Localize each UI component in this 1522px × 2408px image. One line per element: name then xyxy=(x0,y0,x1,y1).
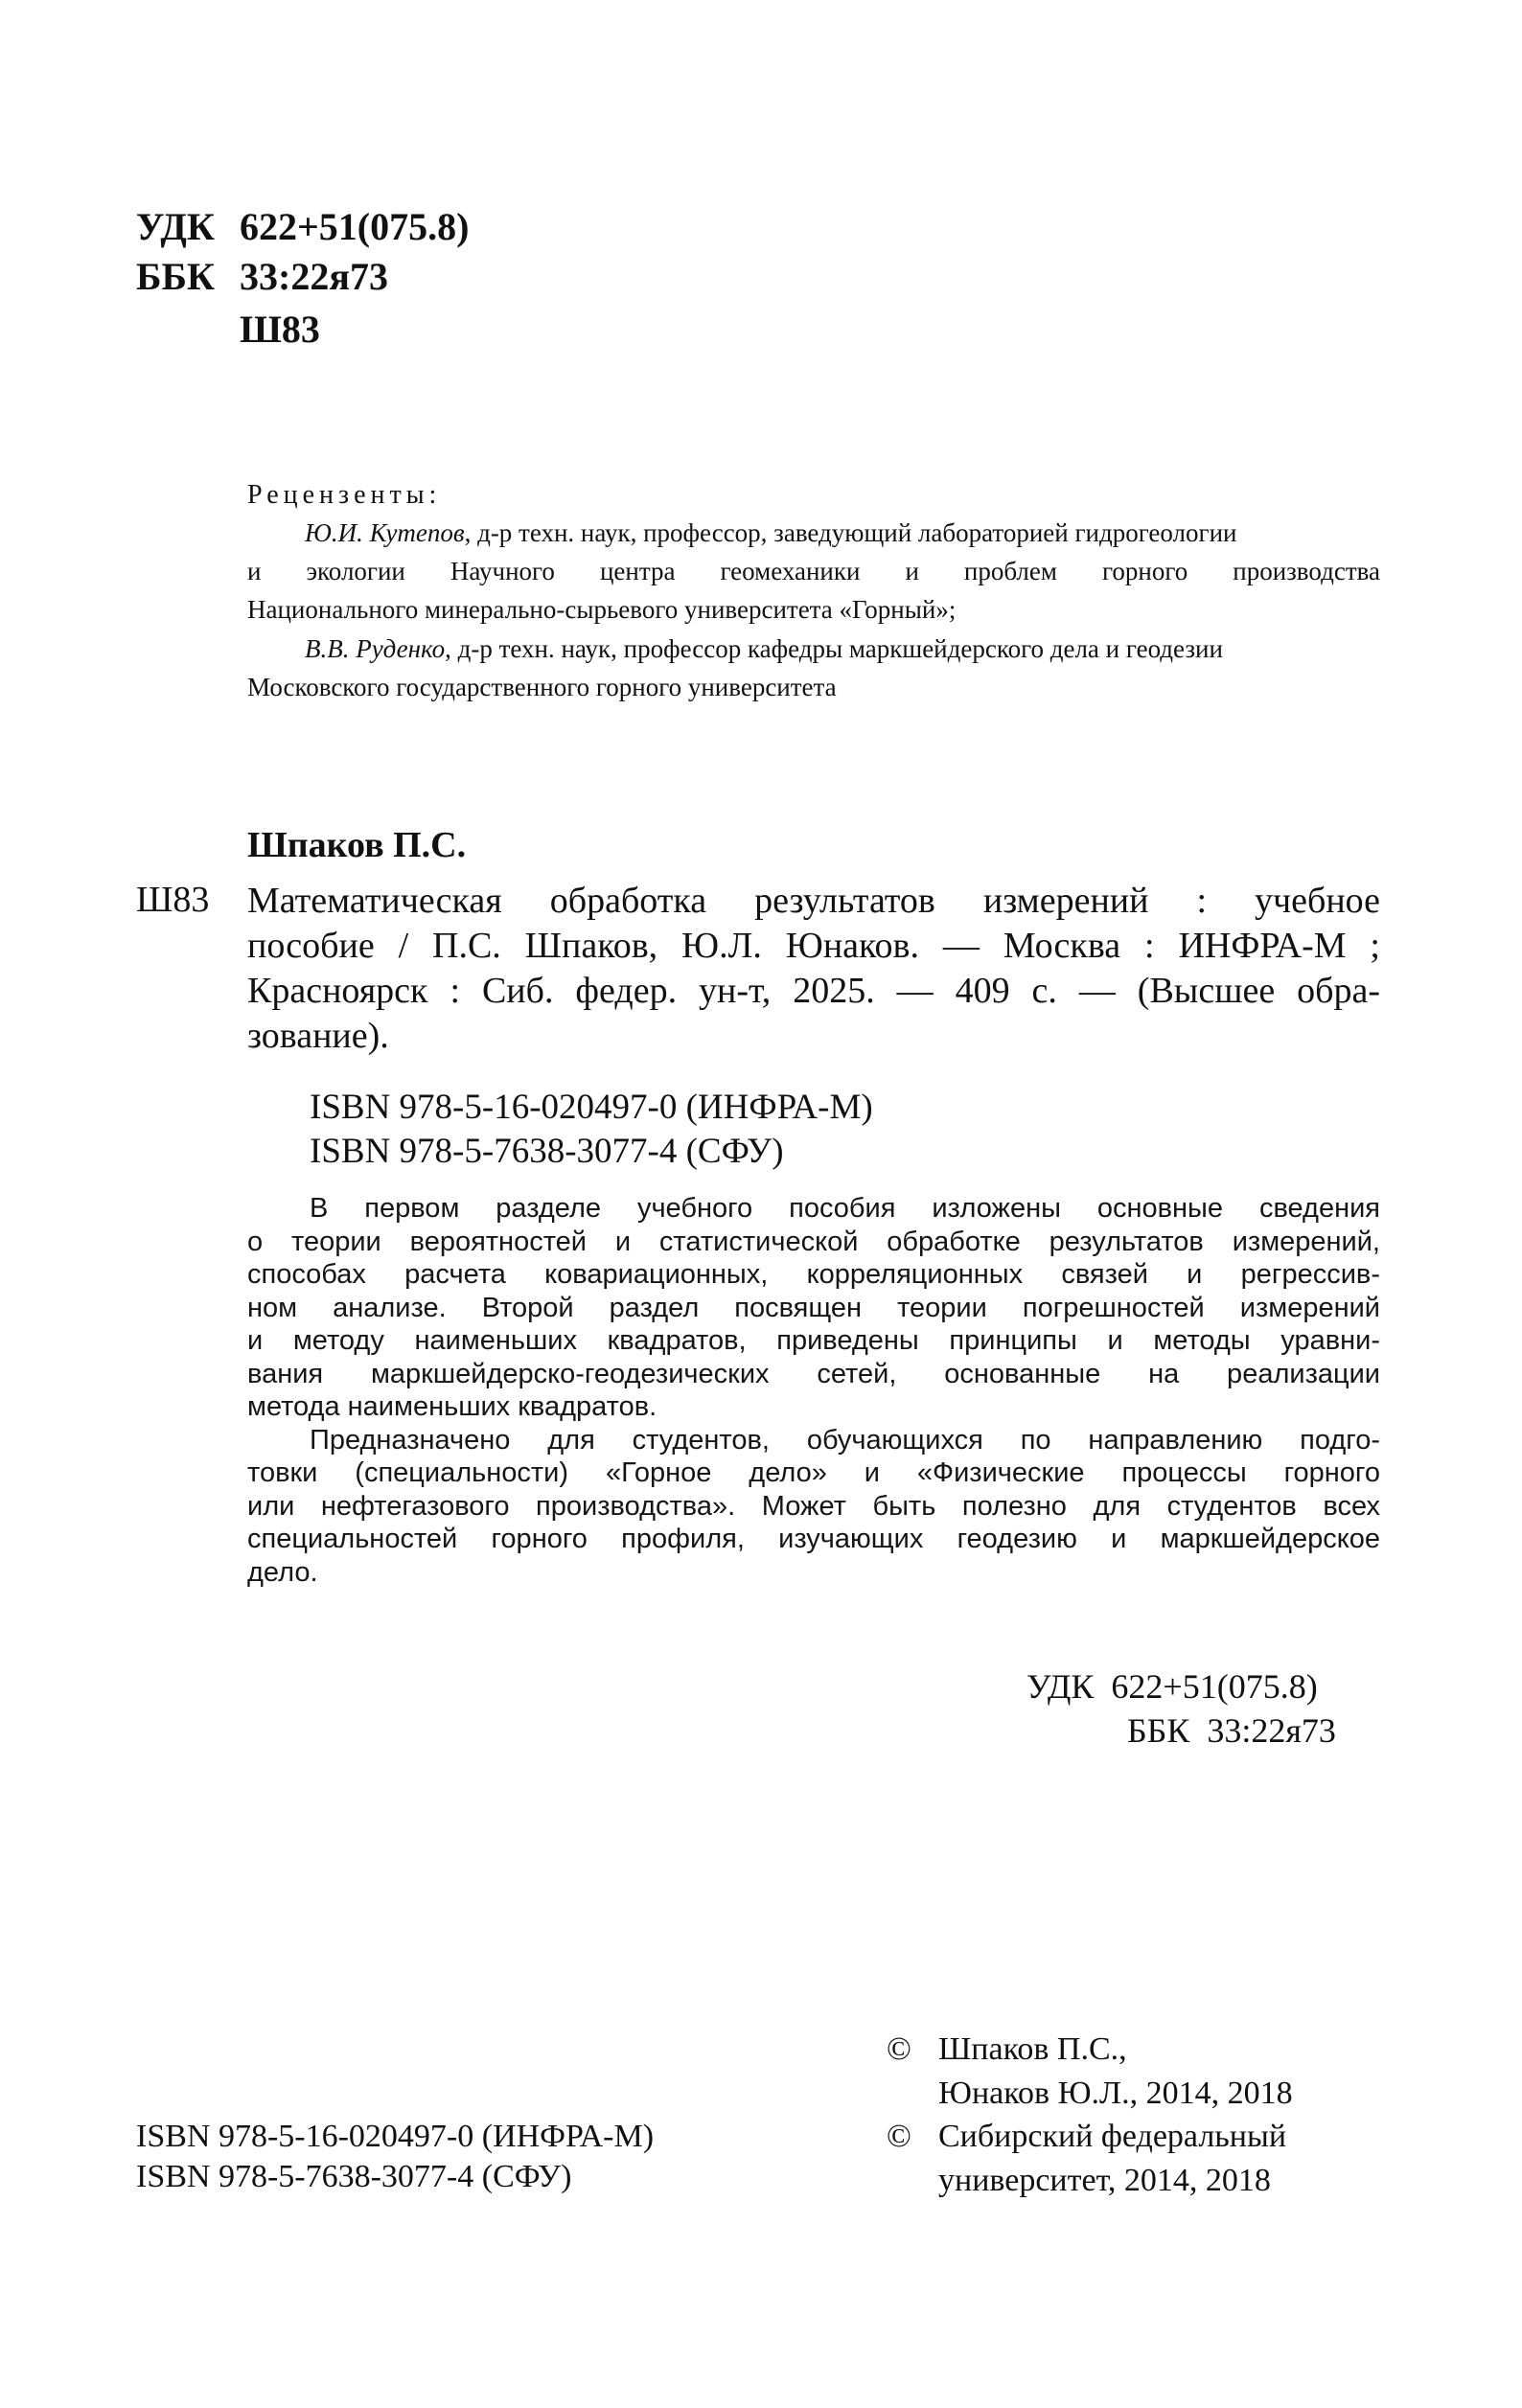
copyright-block xyxy=(887,2030,1385,2221)
abstract-line: и методу наименьших квадратов, приведены принципы и методы уравни- xyxy=(247,1325,1380,1356)
record-author: Шпаков П.С. xyxy=(247,825,467,865)
copyright-symbol-1: © xyxy=(887,2031,911,2067)
abstract-line: В первом разделе учебного пособия изложены основные сведения xyxy=(310,1193,1380,1224)
abstract-line: или нефтегазового производства». Может быть полезно для студентов всех xyxy=(247,1490,1380,1522)
copyright-1-line-2: Юнаков Ю.Л., 2014, 2018 xyxy=(938,2075,1293,2111)
bbk-value-bottom: 33:22я73 xyxy=(1207,1711,1336,1750)
bbk-value: 33:22я73 xyxy=(240,255,388,298)
bbk-line-bottom xyxy=(1127,1709,1336,1752)
abstract-line: специальностей горного профиля, изучающих геодезию и маркшейдерское xyxy=(247,1524,1380,1554)
footer-isbn-1: ISBN 978-5-16-020497-0 (ИНФРА-М) xyxy=(136,2119,655,2154)
record-title xyxy=(247,879,1380,1059)
copyright-2-line-1: Сибирский федеральный xyxy=(938,2119,1287,2154)
record-isbn-2: ISBN 978-5-7638-3077-4 (СФУ) xyxy=(310,1132,784,1171)
abstract-line: дело. xyxy=(247,1556,318,1588)
title-line: Красноярск : Сиб. федер. ун-т, 2025. — 409 с. — (Высшее обра- xyxy=(247,971,1380,1011)
abstract xyxy=(247,1192,1380,1589)
copyright-1-line-1: Шпаков П.С., xyxy=(938,2031,1127,2067)
udk-line-bottom xyxy=(1026,1665,1318,1708)
udk-label-bottom: УДК xyxy=(1026,1667,1095,1706)
title-line: Математическая обработка результатов измерений : учебное xyxy=(247,881,1380,921)
reviewer-1-line-3: Национального минерально-сырьевого университета «Горный»; xyxy=(247,595,957,624)
abstract-line: о теории вероятностей и статистической обработке результатов измерений, xyxy=(247,1226,1380,1257)
copyright-2-line-2: университет, 2014, 2018 xyxy=(938,2163,1271,2198)
author-mark: Ш83 xyxy=(240,308,320,351)
footer-isbn-2: ISBN 978-5-7638-3077-4 (СФУ) xyxy=(136,2159,572,2194)
abstract-line: метода наименьших квадратов. xyxy=(247,1391,657,1422)
copyright-symbol-2: © xyxy=(887,2119,911,2154)
reviewer-1-line-1: Ю.И. Кутепов, д-р техн. наук, профессор, заведующий лабораторией гидрогеологии xyxy=(305,518,1237,547)
abstract-line: ном анализе. Второй раздел посвящен теории погрешностей измерений xyxy=(247,1292,1380,1323)
udk-value: 622+51(075.8) xyxy=(240,205,470,248)
bbk-label-bottom: ББК xyxy=(1127,1711,1190,1750)
udk-label: УДК xyxy=(136,205,215,248)
udk-value-bottom: 622+51(075.8) xyxy=(1111,1667,1318,1706)
abstract-line: способах расчета ковариационных, корреляционных связей и регрессив- xyxy=(247,1259,1380,1290)
reviewers-heading: Рецензенты: xyxy=(247,480,442,510)
record-shelf-mark: Ш83 xyxy=(136,880,210,920)
reviewer-1-name: Ю.И. Кутепов xyxy=(305,518,465,547)
reviewer-2-line-1: В.В. Руденко, д-р техн. наук, профессор кафедры маркшейдерского дела и геодезии xyxy=(305,634,1223,663)
abstract-line: товки (специальности) «Горное дело» и «Физические процессы горного xyxy=(247,1457,1380,1488)
abstract-line: вания маркшейдерско-геодезических сетей, основанные на реализации xyxy=(247,1358,1380,1389)
bbk-label: ББК xyxy=(136,255,215,298)
reviewer-2-name: В.В. Руденко xyxy=(305,634,446,663)
title-line: пособие / П.С. Шпаков, Ю.Л. Юнаков. — Москва : ИНФРА-М ; xyxy=(247,926,1380,966)
title-line: зование). xyxy=(247,1016,389,1056)
reviewers-block xyxy=(0,0,1522,767)
record-isbn-1: ISBN 978-5-16-020497-0 (ИНФРА-М) xyxy=(310,1088,873,1127)
abstract-line: Предназначено для студентов, обучающихся по направлению подго- xyxy=(310,1424,1380,1456)
reviewer-1-line-2: и экологии Научного центра геомеханики и проблем горного производства xyxy=(247,557,1380,585)
reviewer-2-line-2: Московского государственного горного университета xyxy=(247,673,837,701)
